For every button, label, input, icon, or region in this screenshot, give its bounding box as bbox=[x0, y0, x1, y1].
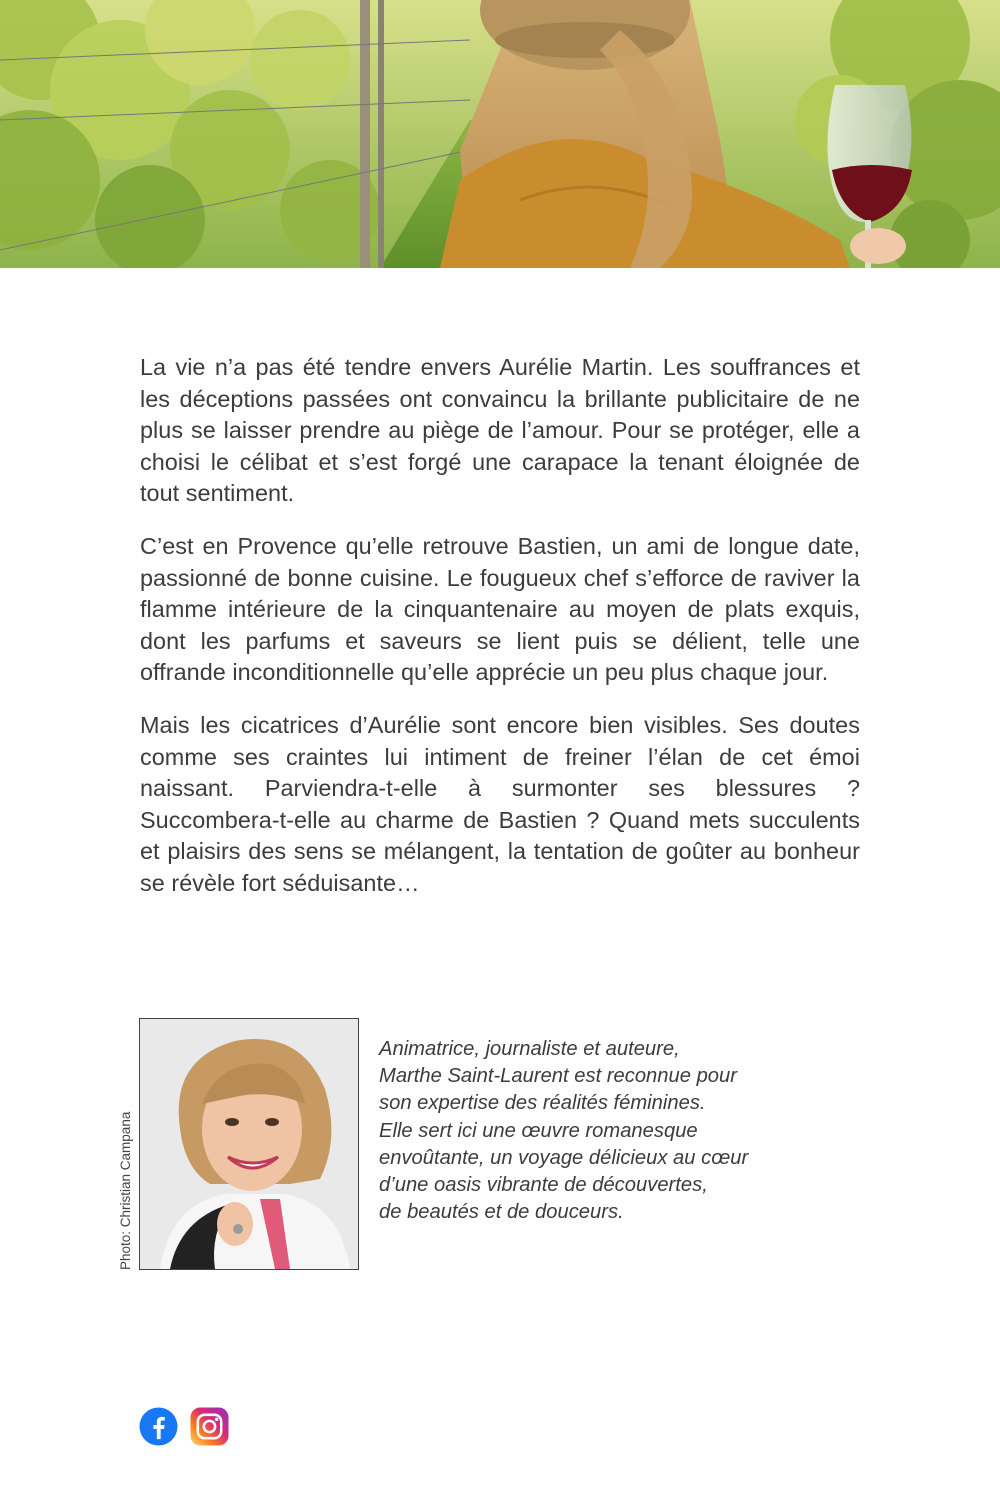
author-bio-line: envoûtante, un voyage délicieux au cœur bbox=[379, 1146, 749, 1169]
synopsis-paragraph-3: Mais les cicatrices d’Aurélie sont encore bien visibles. Ses doutes comme ses craintes lui intiment de freiner l’élan de cet émoi naissant. Parviendra-t-elle à surmonter ses blessures ? Succombera-t-elle au charme de Bastien ? Quand mets succulents et plaisirs des sens se mélangent, la tentation de goûter au bonheur se révèle fort séduisante… bbox=[140, 711, 860, 896]
cover-photo-vineyard bbox=[0, 0, 1000, 268]
author-bio-line: son expertise des réalités féminines. bbox=[379, 1092, 706, 1115]
synopsis-paragraph-1: La vie n’a pas été tendre envers Aurélie Martin. Les souffrances et les déceptions passées ont convaincu la brillante publicitaire de ne plus se laisser prendre au piège de l’amour. Pour se protéger, elle a choisi le célibat et s’est forgé une carapace la tenant éloignée de tout sentiment. bbox=[140, 354, 860, 507]
photo-credit: Photo: Christian Campana bbox=[118, 1111, 133, 1270]
facebook-icon[interactable] bbox=[139, 1407, 178, 1446]
social-icons bbox=[139, 1407, 229, 1446]
vineyard-illustration bbox=[0, 0, 1000, 268]
synopsis-paragraph-2: C’est en Provence qu’elle retrouve Bastien, un ami de longue date, passionné de bonne cuisine. Le fougueux chef s’efforce de raviver la flamme intérieure de la cinquantenaire au moyen de plats exquis, dont les parfums et saveurs se lient puis se délient, telle une offrande inconditionnelle qu’elle apprécie un peu plus chaque jour. bbox=[140, 532, 860, 686]
author-bio-line: Elle sert ici une œuvre romanesque bbox=[379, 1119, 698, 1142]
instagram-icon[interactable] bbox=[190, 1407, 229, 1446]
back-cover-synopsis bbox=[140, 352, 860, 921]
author-bio-line: Marthe Saint-Laurent est reconnue pour bbox=[379, 1065, 737, 1088]
author-bio-line: Animatrice, journaliste et auteure, bbox=[379, 1038, 680, 1060]
author-portrait-illustration bbox=[140, 1019, 358, 1269]
author-bio-line: de beautés et de douceurs. bbox=[379, 1201, 624, 1224]
author-photo bbox=[139, 1018, 359, 1270]
author-bio-line: d’une oasis vibrante de découvertes, bbox=[379, 1174, 708, 1197]
author-bio bbox=[379, 1036, 809, 1226]
